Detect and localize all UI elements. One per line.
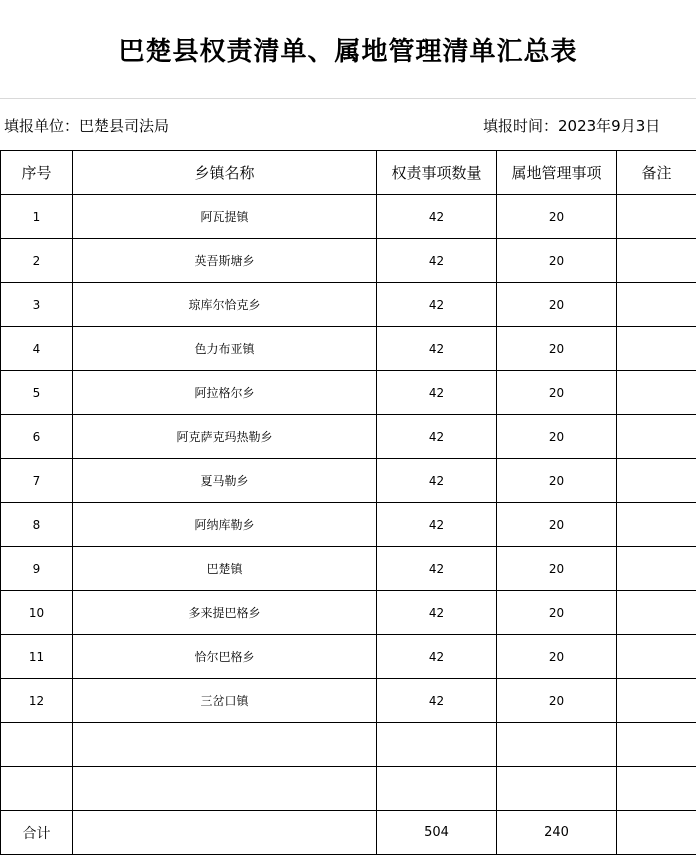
cell-remarks [617, 635, 696, 679]
table-row-empty [1, 723, 696, 767]
cell-index: 6 [1, 415, 73, 459]
cell-township-name: 恰尔巴格乡 [73, 635, 377, 679]
table-row [1, 591, 696, 635]
cell-remarks [617, 327, 696, 371]
title-area [0, 0, 696, 99]
cell-township-name: 色力布亚镇 [73, 327, 377, 371]
cell-local-management: 20 [497, 459, 617, 503]
cell-authority-count: 42 [377, 371, 497, 415]
header-authority-count: 权责事项数量 [377, 151, 497, 195]
table-row [1, 239, 696, 283]
cell-index: 9 [1, 547, 73, 591]
cell-township-name: 夏马勒乡 [73, 459, 377, 503]
cell-authority-count: 42 [377, 327, 497, 371]
cell-authority-count: 42 [377, 195, 497, 239]
table-row [1, 635, 696, 679]
header-remarks: 备注 [617, 151, 696, 195]
page-title: 巴楚县权责清单、属地管理清单汇总表 [118, 36, 578, 67]
cell-authority-count [377, 723, 497, 767]
table-row [1, 415, 696, 459]
table-row [1, 371, 696, 415]
cell-township-name [73, 723, 377, 767]
cell-remarks [617, 723, 696, 767]
cell-authority-count: 42 [377, 239, 497, 283]
cell-local-management: 20 [497, 503, 617, 547]
table-row [1, 547, 696, 591]
cell-township-name: 阿克萨克玛热勒乡 [73, 415, 377, 459]
summary-table [0, 150, 696, 855]
cell-authority-count: 42 [377, 503, 497, 547]
total-local-management: 240 [497, 811, 617, 855]
cell-township-name: 阿拉格尔乡 [73, 371, 377, 415]
cell-remarks [617, 591, 696, 635]
cell-index: 3 [1, 283, 73, 327]
cell-index: 1 [1, 195, 73, 239]
cell-authority-count: 42 [377, 591, 497, 635]
cell-remarks [617, 503, 696, 547]
cell-remarks [617, 767, 696, 811]
cell-index: 2 [1, 239, 73, 283]
cell-township-name: 英吾斯塘乡 [73, 239, 377, 283]
cell-remarks [617, 195, 696, 239]
cell-township-name: 阿纳库勒乡 [73, 503, 377, 547]
meta-row [0, 98, 696, 150]
cell-local-management [497, 723, 617, 767]
cell-local-management: 20 [497, 591, 617, 635]
cell-local-management: 20 [497, 239, 617, 283]
cell-index: 7 [1, 459, 73, 503]
table-row [1, 459, 696, 503]
cell-index [1, 767, 73, 811]
cell-authority-count: 42 [377, 415, 497, 459]
cell-remarks [617, 415, 696, 459]
table-row-empty [1, 767, 696, 811]
cell-authority-count [377, 767, 497, 811]
table-row [1, 195, 696, 239]
cell-remarks [617, 679, 696, 723]
header-township-name: 乡镇名称 [73, 151, 377, 195]
total-township-name [73, 811, 377, 855]
cell-local-management: 20 [497, 195, 617, 239]
cell-remarks [617, 547, 696, 591]
cell-township-name: 巴楚镇 [73, 547, 377, 591]
cell-authority-count: 42 [377, 283, 497, 327]
cell-index: 12 [1, 679, 73, 723]
table-header-row [1, 151, 696, 195]
cell-local-management [497, 767, 617, 811]
header-index: 序号 [1, 151, 73, 195]
cell-township-name [73, 767, 377, 811]
cell-local-management: 20 [497, 371, 617, 415]
cell-local-management: 20 [497, 415, 617, 459]
total-remarks [617, 811, 696, 855]
cell-index: 8 [1, 503, 73, 547]
cell-township-name: 阿瓦提镇 [73, 195, 377, 239]
cell-index: 10 [1, 591, 73, 635]
table-row [1, 679, 696, 723]
total-label: 合计 [1, 811, 73, 855]
cell-township-name: 多来提巴格乡 [73, 591, 377, 635]
total-authority-count: 504 [377, 811, 497, 855]
cell-index: 11 [1, 635, 73, 679]
header-local-management: 属地管理事项 [497, 151, 617, 195]
cell-local-management: 20 [497, 635, 617, 679]
cell-remarks [617, 239, 696, 283]
table-row [1, 503, 696, 547]
cell-index: 5 [1, 371, 73, 415]
cell-local-management: 20 [497, 283, 617, 327]
cell-remarks [617, 371, 696, 415]
cell-remarks [617, 459, 696, 503]
cell-index [1, 723, 73, 767]
cell-township-name: 三岔口镇 [73, 679, 377, 723]
reporting-unit: 填报单位：巴楚县司法局 [4, 117, 170, 135]
cell-local-management: 20 [497, 547, 617, 591]
cell-authority-count: 42 [377, 679, 497, 723]
cell-local-management: 20 [497, 679, 617, 723]
cell-index: 4 [1, 327, 73, 371]
cell-remarks [617, 283, 696, 327]
cell-authority-count: 42 [377, 547, 497, 591]
table-total-row [1, 811, 696, 855]
reporting-time: 填报时间：2023年9月3日 [483, 117, 661, 135]
cell-authority-count: 42 [377, 459, 497, 503]
cell-township-name: 琼库尔恰克乡 [73, 283, 377, 327]
table-row [1, 327, 696, 371]
table-row [1, 283, 696, 327]
cell-authority-count: 42 [377, 635, 497, 679]
cell-local-management: 20 [497, 327, 617, 371]
